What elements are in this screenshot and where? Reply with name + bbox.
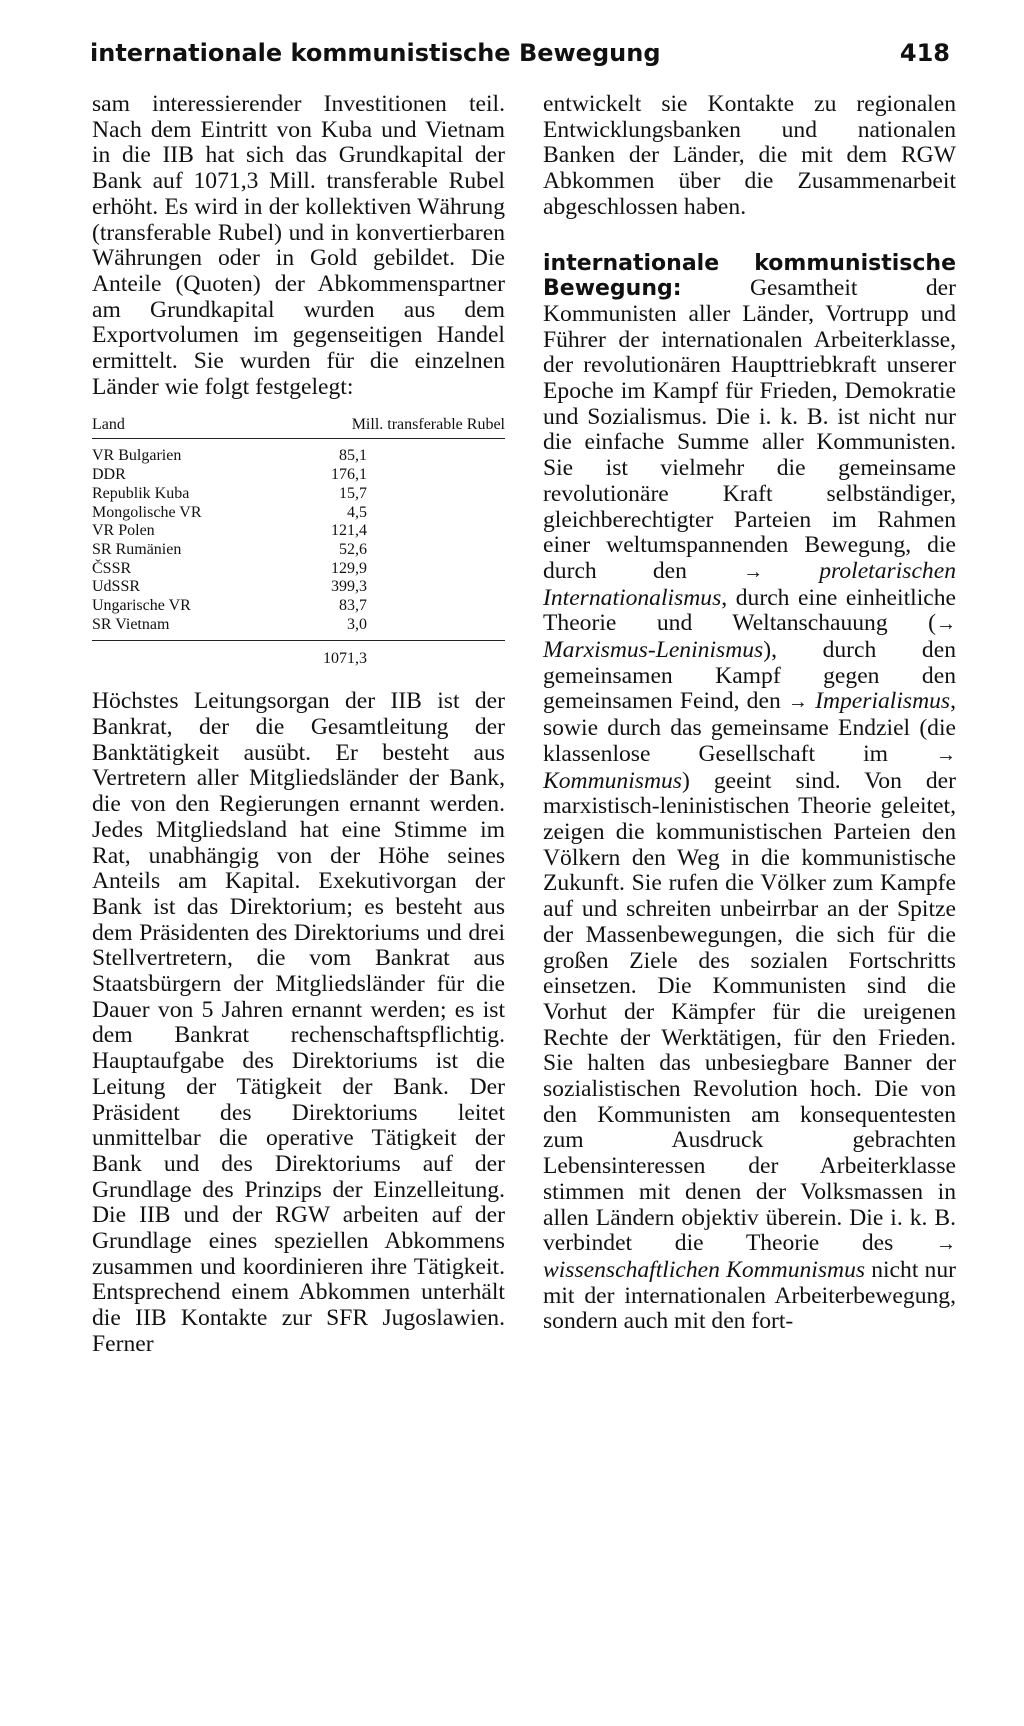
column-header-value: Mill. transferable Rubel — [351, 416, 505, 434]
cross-reference-marxismus-leninismus[interactable]: Marxismus-Leninismus — [543, 637, 764, 664]
entry-text: , sowie durch das gemeinsame Endziel (die klassenlose Gesellschaft im — [543, 688, 957, 767]
total-value: 1071,3 — [323, 650, 367, 668]
column-header-land: Land — [92, 416, 125, 434]
table-header — [92, 414, 505, 439]
page-header — [90, 36, 950, 70]
country-name: SR Vietnam — [92, 615, 170, 633]
table-row — [92, 541, 505, 560]
quota-value: 4,5 — [347, 503, 367, 521]
country-name: VR Bulgarien — [92, 447, 182, 465]
entry-text: , durch eine einheitliche Theorie und Weltanschauung ( — [543, 584, 956, 637]
left-column — [92, 92, 505, 1358]
table-body — [92, 439, 505, 641]
country-name: Ungarische VR — [92, 596, 191, 614]
table-row — [92, 522, 505, 541]
quota-value: 85,1 — [339, 447, 367, 465]
table-row — [92, 616, 505, 635]
quota-value: 3,0 — [347, 615, 367, 633]
cross-reference-kommunismus[interactable]: Kommunismus — [543, 767, 682, 794]
country-name: ČSSR — [92, 559, 132, 577]
table-row — [92, 560, 505, 579]
entry-text: nicht nur mit der internationalen Arbeiterbewegung, sondern auch mit den fort- — [543, 1256, 956, 1335]
quota-value: 399,3 — [331, 578, 367, 596]
running-head: internationale kommunistische Bewegung — [90, 39, 661, 67]
cross-reference-imperialismus[interactable]: Imperialismus — [815, 688, 951, 715]
cross-reference-arrow-icon: → — [936, 1233, 956, 1256]
country-name: Mongolische VR — [92, 503, 202, 521]
country-name: SR Rumänien — [92, 540, 182, 558]
quota-value: 15,7 — [339, 484, 367, 502]
quota-value: 121,4 — [331, 522, 367, 540]
cross-reference-wissenschaftlicher-kommunismus[interactable]: wissenschaftlichen Kommunismus — [543, 1256, 866, 1283]
table-row — [92, 597, 505, 616]
country-name: UdSSR — [92, 578, 141, 596]
cross-reference-arrow-icon: → — [743, 560, 764, 583]
paragraph-capital: sam interessierender Investitionen teil. Nach dem Eintritt von Kuba und Vietnam in die IIB hat sich das Grundkapital der Bank auf 1071,3 Mill. transferable Rubel erhöht. Es wird in der kollektiven Währung (transferable Rubel) und in konvertierbaren Währungen oder in Gold gebildet. Die Anteile (Quoten) der Abkommenspartner am Grundkapital wurden aus dem Exportvolumen im gegenseitigen Handel ermittelt. Sie wurden für die einzelnen Länder wie folgt festgelegt: — [92, 91, 505, 400]
table-total-row — [92, 641, 505, 677]
entry-text: ) geeint sind. Von der marxistisch-leninistischen Theorie geleitet, zeigen die kommunistischen Parteien den Völkern den Weg in die kommunistische Zukunft. Sie rufen die Völker zum Kampfe auf und schreiten unbeirrbar an der Spitze der Massenbewegungen, die sich für die großen Ziele des sozialen Fortschritts einsetzen. Die Kommunisten sind die Vorhut der Kämpfer für die ureigenen Rechte der Werktätigen, für den Frieden. Sie halten das unbesiegbare Banner der sozialistischen Revolution hoch. Die von den Kommunisten am konsequentesten zum Ausdruck gebrachten Lebensinteressen der Arbeiterklasse stimmen mit denen der Volksmassen in allen Ländern objektiv überein. Die i. k. B. verbindet die Theorie des — [543, 767, 956, 1257]
entry-text: ), durch den gemeinsamen Kampf gegen den gemeinsamen Feind, den — [543, 637, 956, 715]
right-column — [543, 92, 956, 1335]
quota-table — [92, 414, 505, 677]
cross-reference-arrow-icon: → — [936, 613, 956, 636]
country-name: DDR — [92, 466, 126, 484]
entry-headword: internationale kommunistische Bewegung: — [543, 250, 956, 302]
cross-reference-internationalismus[interactable]: proletarischen Internationalismus — [543, 557, 956, 611]
country-name: Republik Kuba — [92, 484, 190, 502]
entry-kommunistische-bewegung — [543, 251, 956, 1336]
paragraph-organization: Höchstes Leitungsorgan der IIB ist der Bankrat, der die Gesamtleitung der Banktätigkeit ausübt. Er besteht aus Vertretern aller Mitgliedsländer der Bank, die von den Regierungen ernannt werden. Jedes Mitgliedsland hat eine Stimme im Rat, unabhängig von der Höhe seines Anteils am Kapital. Exekutivorgan der Bank ist das Direktorium; es besteht aus dem Präsidenten des Direktoriums und drei Stellvertretern, die vom Bankrat aus Staatsbürgern der Mitgliedsländer für die Dauer von 5 Jahren ernannt werden; es ist dem Bankrat rechenschaftspflichtig. Hauptaufgabe des Direktoriums ist die Leitung der Tätigkeit der Bank. Der Präsident des Direktoriums leitet unmittelbar die operative Tätigkeit der Bank und des Direktoriums auf der Grundlage des Prinzips der Einzelleitung. Die IIB und der RGW arbeiten auf der Grundlage eines speziellen Abkommens zusammen und koordinieren ihre Tätigkeit. Entsprechend einem Abkommen unterhält die IIB Kontakte zur SFR Jugoslawien. Ferner — [92, 688, 505, 1357]
country-name: VR Polen — [92, 522, 155, 540]
table-row — [92, 504, 505, 523]
cross-reference-arrow-icon: → — [936, 743, 956, 766]
quota-value: 83,7 — [339, 596, 367, 614]
quota-value: 52,6 — [339, 540, 367, 558]
paragraph-contacts: entwickelt sie Kontakte zu regionalen Entwicklungsbanken und nationalen Banken der Länder, die mit dem RGW Abkommen über die Zusammenarbeit abgeschlossen haben. — [543, 91, 956, 220]
entry-text: Gesamtheit der Kommunisten aller Länder, Vortrupp und Führer der internationalen Arbeiterklasse, der revolutionären Haupttriebkraft unserer Epoche im Kampf für Frieden, Demokratie und Sozialismus. Die i. k. B. ist nicht nur die einfache Summe aller Kommunisten. Sie ist vielmehr die gemeinsame revolutionäre Kraft selbständiger, gleichberechtigter Parteien im Rahmen einer weltumspannenden Bewegung, die durch den — [543, 275, 956, 584]
table-row — [92, 466, 505, 485]
table-row — [92, 447, 505, 466]
table-row — [92, 485, 505, 504]
cross-reference-arrow-icon: → — [787, 691, 808, 714]
page-number: 418 — [899, 39, 950, 67]
table-row — [92, 578, 505, 597]
quota-value: 129,9 — [331, 559, 367, 577]
quota-value: 176,1 — [331, 466, 367, 484]
